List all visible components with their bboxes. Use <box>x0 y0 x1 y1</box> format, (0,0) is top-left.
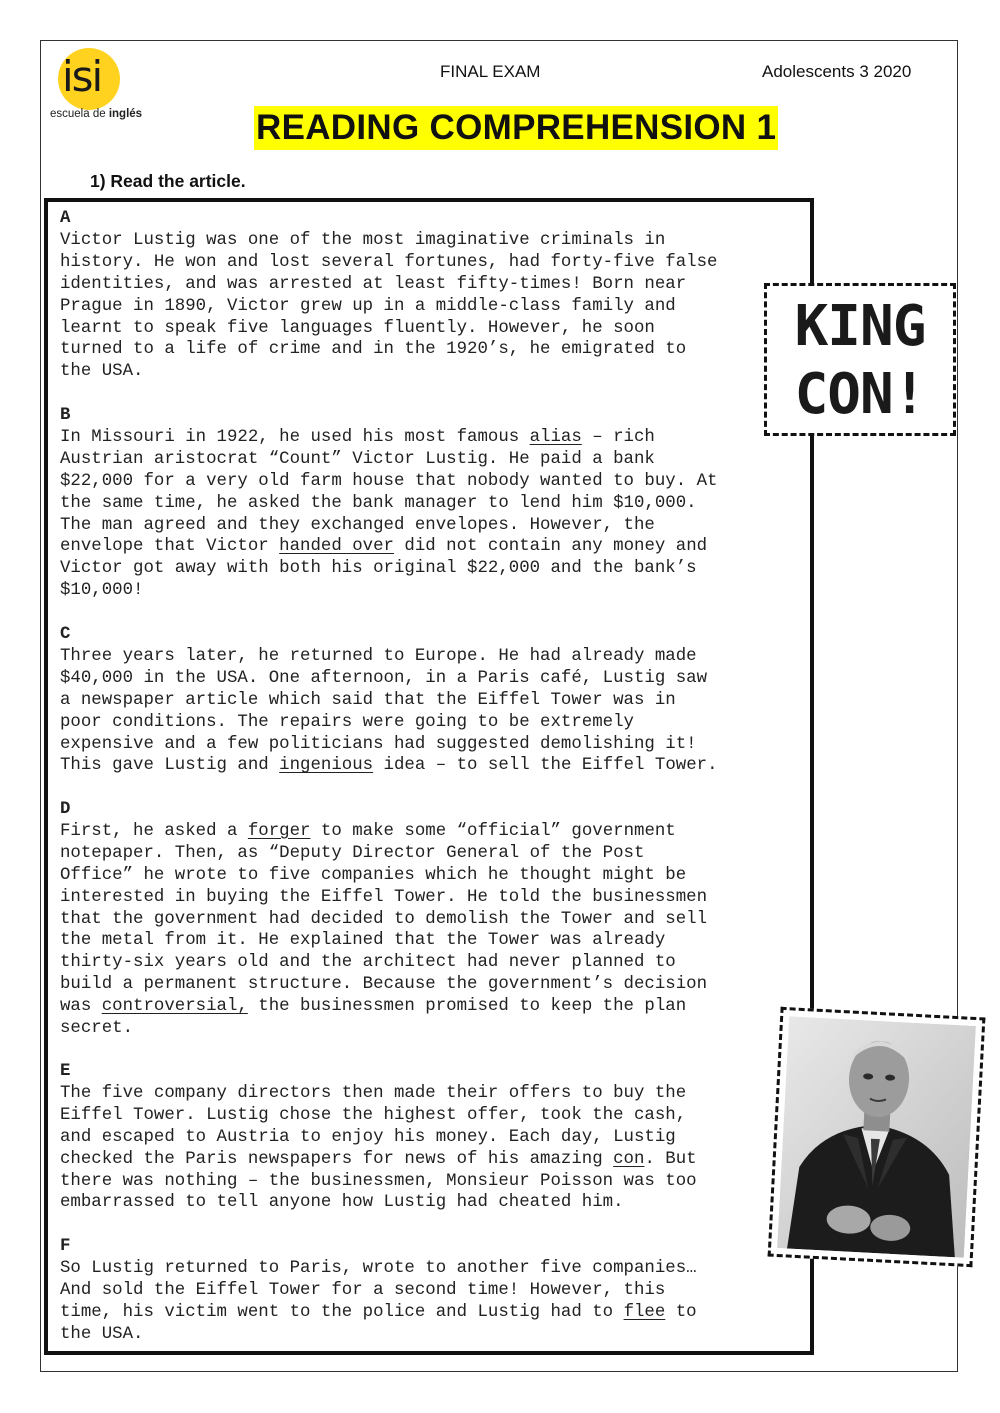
article-line: First, he asked a forger to make some “official” government <box>60 821 676 841</box>
underlined-word: ingenious <box>279 756 374 776</box>
underlined-word: con <box>613 1149 645 1169</box>
logo-tagline-bold: inglés <box>108 108 143 120</box>
article-line: $22,000 for a very old farm house that nobody wanted to buy. At <box>60 471 718 491</box>
logo-tagline <box>50 108 142 120</box>
article-line: And sold the Eiffel Tower for a second time! However, this <box>60 1280 666 1300</box>
logo-tagline-prefix: escuela de <box>50 108 109 120</box>
portrait-photo <box>768 1007 986 1267</box>
article-line: the metal from it. He explained that the Tower was already <box>60 931 666 951</box>
article-line: time, his victim went to the police and Lustig had to flee to <box>60 1302 697 1322</box>
article-line: Office” he wrote to five companies which he thought might be <box>60 865 687 885</box>
article-line: In Missouri in 1922, he used his most famous alias – rich <box>60 427 655 447</box>
article-line: $10,000! <box>60 581 144 601</box>
section-letter: F <box>60 1237 71 1256</box>
article-line: This gave Lustig and ingenious idea – to sell the Eiffel Tower. <box>60 756 718 776</box>
article-line: The man agreed and they exchanged envelopes. However, the <box>60 515 655 535</box>
underlined-word: handed over <box>279 537 394 557</box>
article-section-e <box>60 1061 800 1214</box>
article-line: expensive and a few politicians had suggested demolishing it! <box>60 734 697 754</box>
underlined-word: forger <box>247 821 311 841</box>
article-line: identities, and was arrested at least fifty-times! Born near <box>60 274 687 294</box>
article-line: $40,000 in the USA. One afternoon, in a Paris café, Lustig saw <box>60 668 708 688</box>
article-line: interested in buying the Eiffel Tower. He told the businessmen <box>60 887 708 907</box>
article-line: So Lustig returned to Paris, wrote to another five companies… <box>60 1258 697 1278</box>
article-box <box>44 198 814 1355</box>
article-line: Victor got away with both his original $22,000 and the bank’s <box>60 559 697 579</box>
underlined-word: controversial, <box>101 997 248 1017</box>
stamp-line-2: CON! <box>794 362 926 427</box>
article-line: embarrassed to tell anyone how Lustig had cheated him. <box>60 1193 624 1213</box>
article-line: The five company directors then made their offers to buy the <box>60 1083 687 1103</box>
underlined-word: flee <box>623 1302 666 1322</box>
article-line: learnt to speak five languages fluently. However, he soon <box>60 318 655 338</box>
section-letter: B <box>60 406 71 425</box>
article-line: Austrian aristocrat “Count” Victor Lustig. He paid a bank <box>60 449 655 469</box>
article-line: Three years later, he returned to Europe. He had already made <box>60 646 697 666</box>
article-line: was controversial, the businessmen promised to keep the plan <box>60 997 687 1017</box>
article-line: build a permanent structure. Because the government’s decision <box>60 975 708 995</box>
article-line: checked the Paris newspapers for news of his amazing con. But <box>60 1149 697 1169</box>
article-line: and escaped to Austria to enjoy his money. Each day, Lustig <box>60 1127 676 1147</box>
article-line: the same time, he asked the bank manager to lend him $10,000. <box>60 493 697 513</box>
article-line: envelope that Victor handed over did not contain any money and <box>60 537 708 557</box>
article-line: the USA. <box>60 1324 144 1344</box>
isi-logo <box>50 48 150 124</box>
stamp-line-1: KING <box>794 294 926 359</box>
article-line: notepaper. Then, as “Deputy Director General of the Post <box>60 843 645 863</box>
article-line: there was nothing – the businessmen, Monsieur Poisson was too <box>60 1171 697 1191</box>
instruction: 1) Read the article. <box>90 171 246 191</box>
section-letter: C <box>60 625 71 644</box>
article-line: thirty-six years old and the architect had never planned to <box>60 953 676 973</box>
article-line: Victor Lustig was one of the most imaginative criminals in <box>60 230 666 250</box>
section-letter: D <box>60 800 71 819</box>
page-title: READING COMPREHENSION 1 <box>254 106 778 150</box>
king-con-stamp <box>764 283 956 436</box>
logo-letters: isi <box>62 52 102 101</box>
article-line: history. He won and lost several fortunes, had forty-five false <box>60 252 718 272</box>
article-line: a newspaper article which said that the Eiffel Tower was in <box>60 690 676 710</box>
level-label: Adolescents 3 2020 <box>762 62 912 81</box>
article-line: Prague in 1890, Victor grew up in a middle-class family and <box>60 296 676 316</box>
article-section-c <box>60 624 800 777</box>
article-line: the USA. <box>60 362 144 382</box>
article-line: Eiffel Tower. Lustig chose the highest offer, took the cash, <box>60 1105 687 1125</box>
article-section-d <box>60 799 800 1040</box>
article-line: that the government had decided to demolish the Tower and sell <box>60 909 708 929</box>
article-line: poor conditions. The repairs were going to be extremely <box>60 712 634 732</box>
exam-label: FINAL EXAM <box>440 62 541 81</box>
portrait-photo-icon <box>777 1016 976 1257</box>
article-line: secret. <box>60 1019 134 1039</box>
underlined-word: alias <box>529 427 582 447</box>
article-section-a <box>60 208 800 383</box>
section-letter: E <box>60 1062 71 1081</box>
article-section-f <box>60 1236 800 1346</box>
article-line: turned to a life of crime and in the 1920’s, he emigrated to <box>60 340 687 360</box>
article-section-b <box>60 405 800 602</box>
section-letter: A <box>60 209 71 228</box>
